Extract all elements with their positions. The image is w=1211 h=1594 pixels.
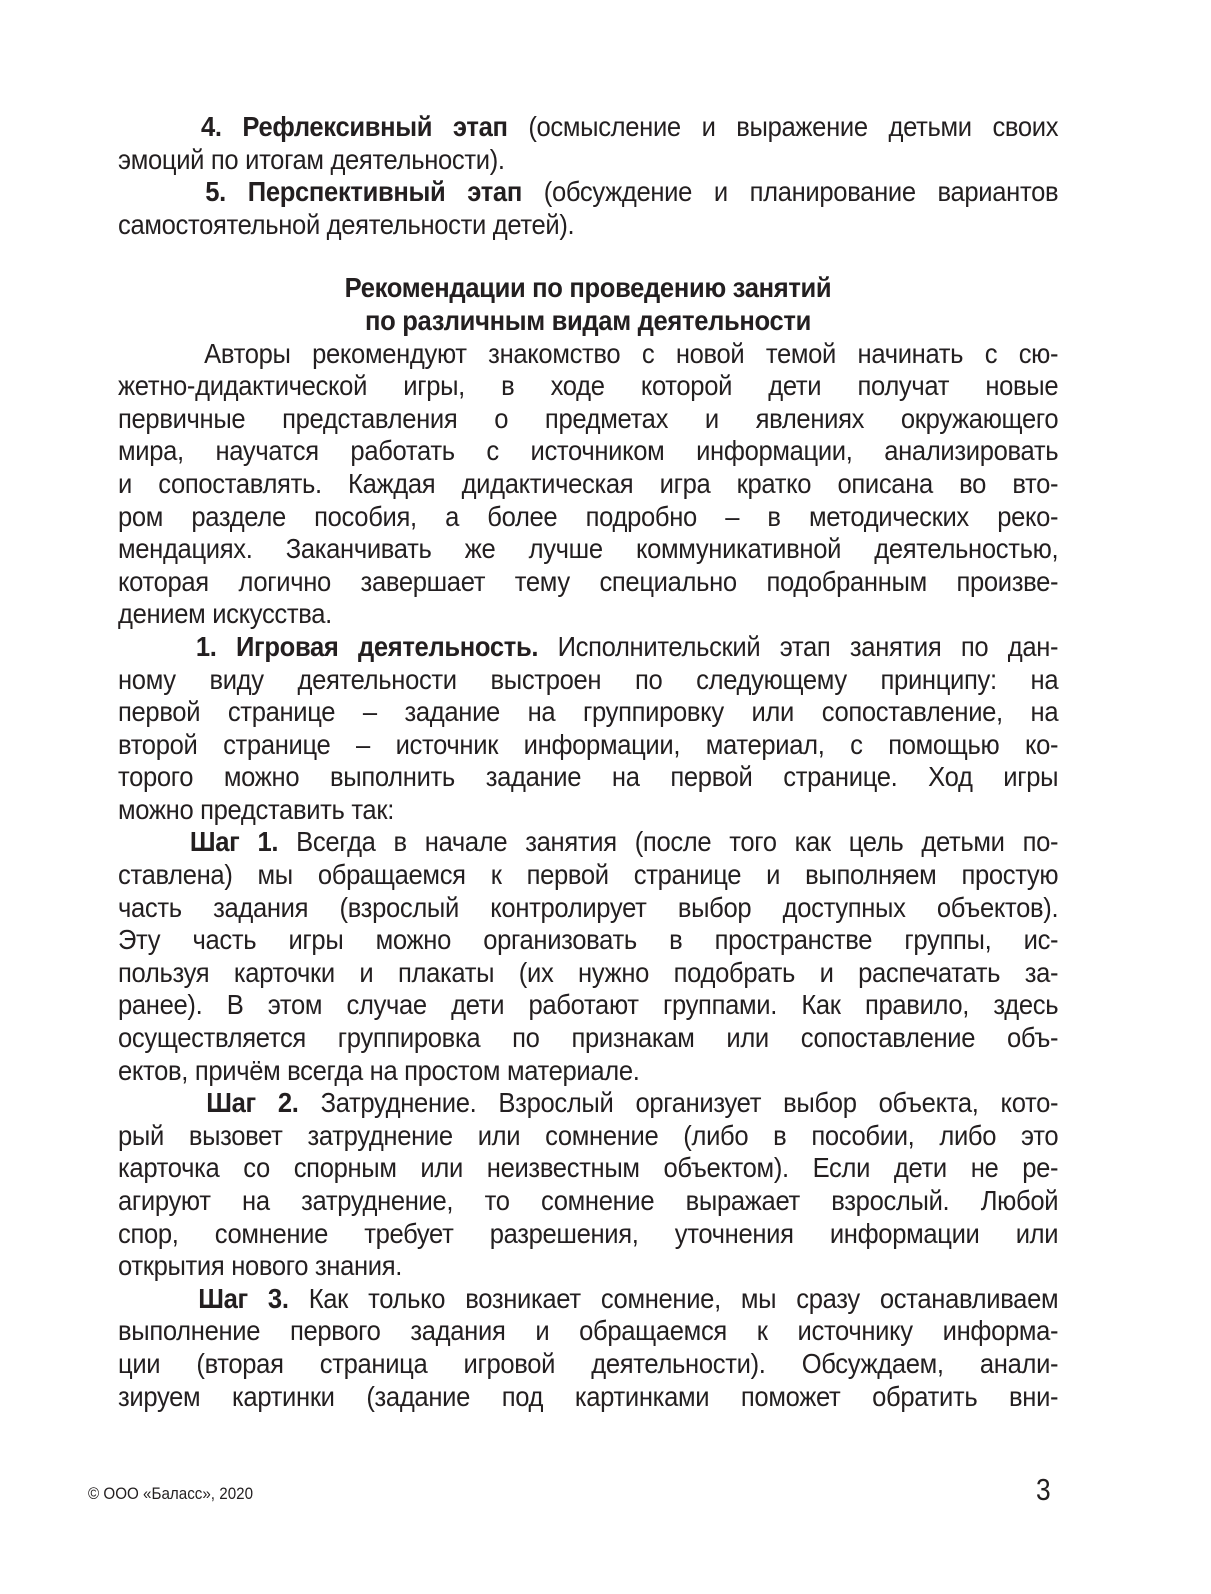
paragraph-line: 4. Рефлексивный этап (осмысление и выражение детьми своих bbox=[200, 111, 1059, 142]
paragraph-line: ром разделе пособия, а более подробно – в методических реко- bbox=[118, 500, 1059, 532]
paragraph-line: Шаг 3. Как только возникает сомнение, мы сразу останавливаем bbox=[198, 1282, 1059, 1314]
paragraph-line: часть задания (взрослый контролирует выбор доступных объектов). bbox=[118, 891, 1059, 923]
paragraph-line: ции (вторая страница игровой деятельности). Обсуждаем, анали- bbox=[118, 1347, 1059, 1379]
game-activity-title: 1. Игровая деятельность. bbox=[195, 630, 539, 662]
stage-title: 5. Перспективный этап bbox=[205, 176, 522, 208]
paragraph-line: открытия нового знания. bbox=[118, 1250, 403, 1282]
paragraph-line: Шаг 1. Всегда в начале занятия (после того как цель детьми по- bbox=[189, 826, 1059, 858]
paragraph-line: жетно-дидактической игры, в ходе которой дети получат новые bbox=[118, 370, 1059, 402]
paragraph-line: карточка со спорным или неизвестным объектом). Если дети не ре- bbox=[118, 1152, 1059, 1184]
paragraph-line: Эту часть игры можно организовать в пространстве группы, ис- bbox=[118, 924, 1059, 956]
paragraph-line: первой странице – задание на группировку или сопоставление, на bbox=[118, 696, 1059, 728]
paragraph-line: эмоций по итогам деятельности). bbox=[118, 143, 505, 175]
paragraph-line: спор, сомнение требует разрешения, уточнения информации или bbox=[118, 1217, 1059, 1249]
section-spacer bbox=[118, 241, 1058, 272]
paragraph-line: второй странице – источник информации, материал, с помощью ко- bbox=[118, 728, 1059, 760]
step-2-paragraph bbox=[118, 1087, 1058, 1283]
page-body bbox=[118, 111, 1058, 1413]
step-1-paragraph bbox=[118, 826, 1058, 1087]
step-label: Шаг 1. bbox=[189, 826, 279, 858]
paragraph-line: пользуя карточки и плакаты (их нужно подобрать и распечатать за- bbox=[118, 956, 1059, 988]
section-heading bbox=[118, 272, 1058, 337]
paragraph-line: и сопоставлять. Каждая дидактическая игра кратко описана во вто- bbox=[118, 467, 1059, 499]
stage-title: 4. Рефлексивный этап bbox=[200, 111, 508, 142]
step-label: Шаг 2. bbox=[206, 1087, 299, 1119]
paragraph-line: осуществляется группировка по признакам или сопоставление объ- bbox=[118, 1022, 1059, 1054]
game-activity-paragraph bbox=[118, 631, 1058, 827]
copyright-notice: © ООО «Баласс», 2020 bbox=[88, 1485, 254, 1503]
paragraph-line: можно представить так: bbox=[118, 793, 394, 825]
paragraph-line: мендациях. Заканчивать же лучше коммуникативной деятельностью, bbox=[118, 533, 1059, 565]
paragraph-line: торого можно выполнить задание на первой странице. Ход игры bbox=[118, 761, 1059, 793]
paragraph-line: ставлена) мы обращаемся к первой странице и выполняем простую bbox=[118, 859, 1059, 891]
page-number: 3 bbox=[1036, 1472, 1051, 1507]
stage-5-paragraph bbox=[118, 176, 1058, 241]
intro-paragraph bbox=[118, 338, 1058, 631]
paragraph-line: ектов, причём всегда на простом материале. bbox=[118, 1054, 640, 1086]
paragraph-line: самостоятельной деятельности детей). bbox=[118, 208, 575, 240]
paragraph-line: выполнение первого задания и обращаемся к источнику информа- bbox=[118, 1315, 1059, 1347]
paragraph-line: 1. Игровая деятельность. Исполнительский этап занятия по дан- bbox=[195, 630, 1059, 662]
step-label: Шаг 3. bbox=[198, 1282, 289, 1314]
paragraph-line: ранее). В этом случае дети работают группами. Как правило, здесь bbox=[118, 989, 1059, 1021]
paragraph-line: которая логично завершает тему специально подобранным произве- bbox=[118, 565, 1059, 597]
paragraph-line: ному виду деятельности выстроен по следующему принципу: на bbox=[118, 663, 1059, 695]
paragraph-line: первичные представления о предметах и явлениях окружающего bbox=[118, 402, 1059, 434]
paragraph-line: 5. Перспективный этап (обсуждение и планирование вариантов bbox=[205, 176, 1059, 208]
section-heading-line-1: Рекомендации по проведению занятий bbox=[344, 272, 832, 304]
paragraph-line: агируют на затруднение, то сомнение выражает взрослый. Любой bbox=[118, 1185, 1059, 1216]
paragraph-line: Авторы рекомендуют знакомство с новой темой начинать с сю- bbox=[204, 337, 1059, 369]
paragraph-line: зируем картинки (задание под картинками поможет обратить вни- bbox=[118, 1380, 1059, 1412]
stage-4-paragraph bbox=[118, 111, 1058, 176]
paragraph-line: дением искусства. bbox=[118, 598, 332, 630]
paragraph-line: рый вызовет затруднение или сомнение (либо в пособии, либо это bbox=[118, 1119, 1059, 1151]
section-heading-line-2: по различным видам деятельности bbox=[365, 304, 811, 336]
step-3-paragraph bbox=[118, 1283, 1058, 1413]
paragraph-line: мира, научатся работать с источником информации, анализировать bbox=[118, 435, 1059, 467]
paragraph-line: Шаг 2. Затруднение. Взрослый организует выбор объекта, кото- bbox=[206, 1087, 1059, 1119]
